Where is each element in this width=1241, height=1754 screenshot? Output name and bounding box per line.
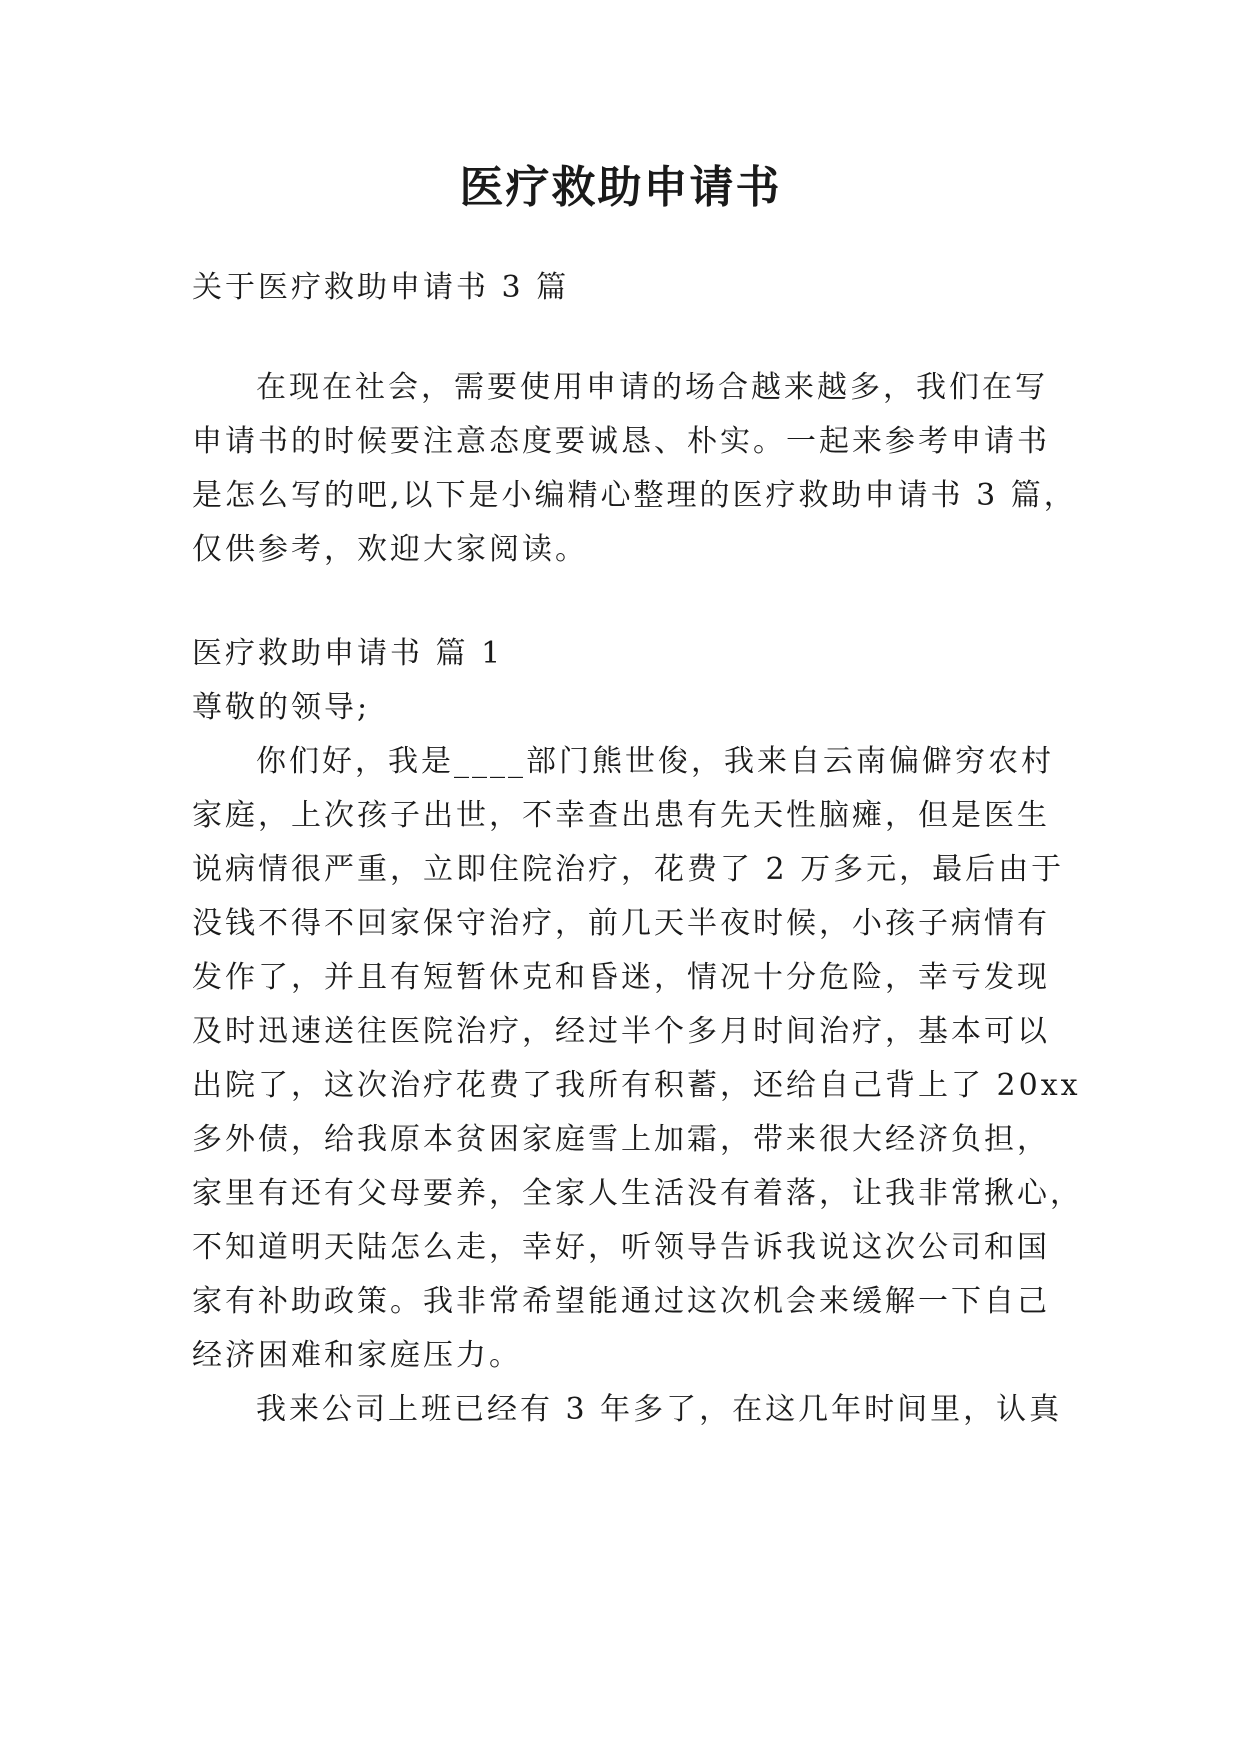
salutation: 尊敬的领导;: [192, 690, 371, 725]
body-line: 家里有还有父母要养，全家人生活没有着落，让我非常揪心，: [192, 1176, 1083, 1211]
body-line: 家庭，上次孩子出世，不幸查出患有先天性脑瘫，但是医生: [192, 798, 1050, 833]
body-line: 及时迅速送往医院治疗，经过半个多月时间治疗，基本可以: [192, 1014, 1050, 1049]
section-heading: 医疗救助申请书 篇 1: [192, 636, 504, 671]
document-subtitle: 关于医疗救助申请书 3 篇: [192, 270, 570, 305]
intro-line: 是怎么写的吧,以下是小编精心整理的医疗救助申请书 3 篇，: [192, 478, 1077, 513]
body-line: 说病情很严重，立即住院治疗，花费了 2 万多元，最后由于: [192, 852, 1065, 887]
body-line: 多外债，给我原本贫困家庭雪上加霜，带来很大经济负担，: [192, 1122, 1050, 1157]
body-line: 家有补助政策。我非常希望能通过这次机会来缓解一下自己: [192, 1284, 1050, 1319]
body-line: 发作了，并且有短暂休克和昏迷，情况十分危险，幸亏发现: [192, 960, 1050, 995]
body-line: 经济困难和家庭压力。: [192, 1338, 522, 1373]
intro-line: 申请书的时候要注意态度要诚恳、朴实。一起来参考申请书: [192, 424, 1050, 459]
document-title: 医疗救助申请书: [459, 162, 782, 213]
intro-line: 仅供参考，欢迎大家阅读。: [192, 532, 588, 567]
body-line: 我来公司上班已经有 3 年多了，在这几年时间里，认真: [256, 1392, 1063, 1427]
body-line: 没钱不得不回家保守治疗，前几天半夜时候，小孩子病情有: [192, 906, 1050, 941]
body-line: 出院了，这次治疗花费了我所有积蓄，还给自己背上了 20xx: [192, 1068, 1081, 1103]
body-line: 你们好，我是____部门熊世俊，我来自云南偏僻穷农村: [256, 744, 1054, 779]
intro-line: 在现在社会，需要使用申请的场合越来越多，我们在写: [256, 370, 1048, 405]
body-line: 不知道明天陆怎么走，幸好，听领导告诉我说这次公司和国: [192, 1230, 1050, 1265]
